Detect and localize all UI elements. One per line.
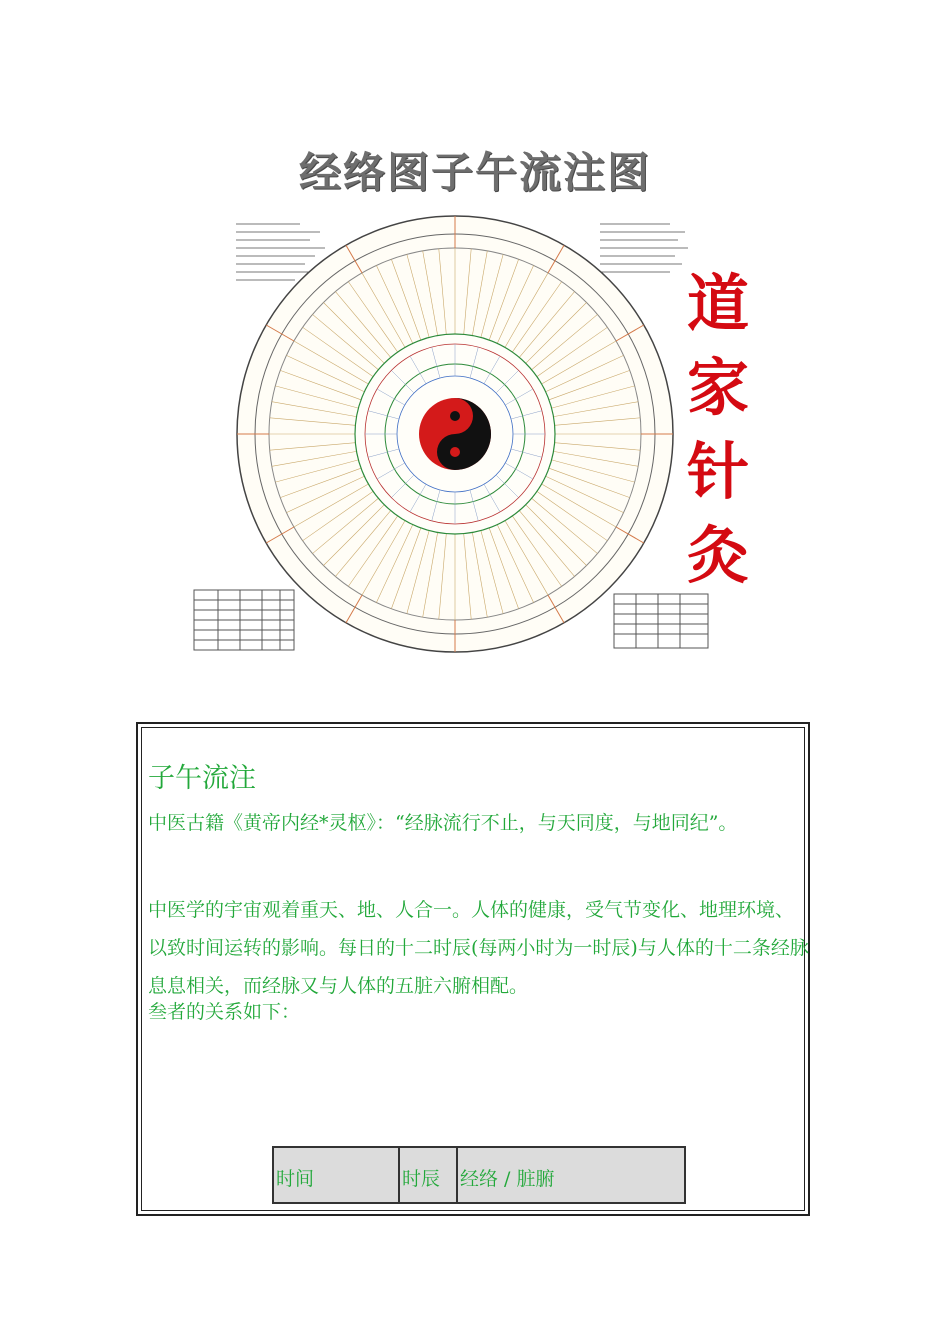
meridian-chart-image [190, 212, 760, 657]
page-title: 经络图子午流注图 [298, 148, 651, 197]
content-panel [136, 722, 810, 1216]
yin-yang-icon [419, 398, 491, 470]
meridian-wheel-graphic [190, 212, 760, 657]
banner-char: 灸 [686, 519, 749, 592]
corner-table-bottom-left [194, 590, 294, 650]
header-time: 时间 [274, 1148, 400, 1202]
banner-char: 道 [686, 267, 749, 340]
paragraph-body-text: 中医学的宇宙观着重天、地、人合一。人体的健康，受气节变化、地理环境、以致时间运转的影响。每日的十二时辰(每两小时为一时辰)与人体的十二条经脉息息相关，而经脉又与人体的五脏六腑相配。 [148, 899, 809, 997]
banner-char: 针 [686, 435, 749, 508]
banner-char: 家 [686, 351, 749, 424]
section-heading: 子午流注 [148, 763, 256, 794]
paragraph-body [148, 891, 810, 1043]
header-shichen: 时辰 [400, 1148, 458, 1202]
taoist-acupuncture-banner [683, 262, 753, 598]
relation-table-header [272, 1146, 686, 1204]
header-meridian-organ: 经络 / 脏腑 [458, 1148, 684, 1202]
content-panel-inner [141, 727, 809, 1211]
corner-notes-top-right [600, 224, 688, 272]
paragraph-lead-in: 叁者的关系如下： [148, 1001, 301, 1023]
paragraph-quote: 中医古籍《黄帝内经*灵枢》：“经脉流行不止，与天同度，与地同纪”。 [148, 812, 738, 834]
corner-table-bottom-right [614, 594, 708, 648]
